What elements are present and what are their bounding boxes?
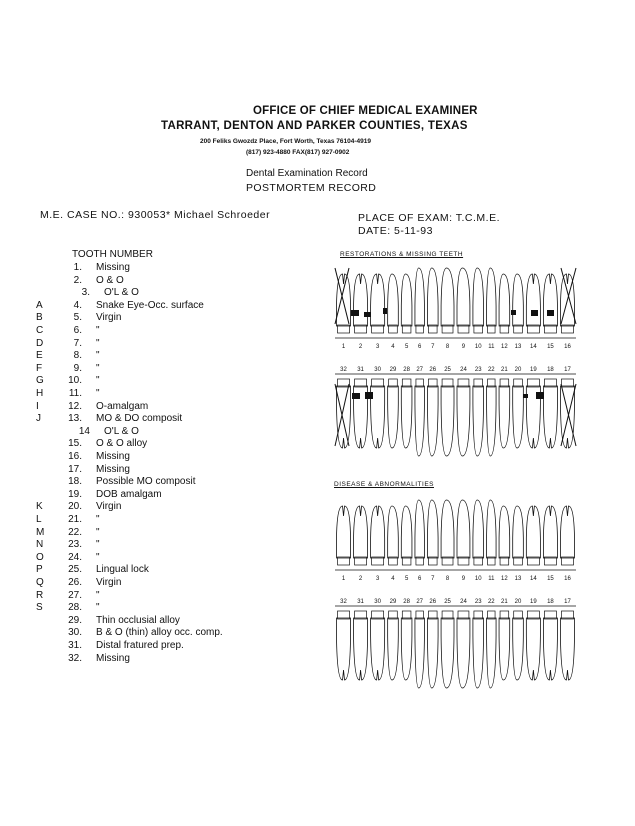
tooth-number: 19. <box>68 488 82 500</box>
lower-tooth-number: 28 <box>403 367 410 373</box>
lower-tooth-outline <box>457 386 470 456</box>
tooth-number: 5. <box>73 312 82 324</box>
upper-tooth-number: 15 <box>547 576 554 582</box>
lower-tooth-outline <box>354 618 368 680</box>
tooth-description: " <box>96 551 100 563</box>
upper-tooth-number: 5 <box>404 344 409 350</box>
upper-tooth-number: 6 <box>418 344 422 350</box>
tooth-letter: A <box>36 299 43 311</box>
lower-tooth-number: 32 <box>340 599 347 605</box>
tooth-letter: E <box>36 350 43 362</box>
upper-tooth-number: 3 <box>375 576 380 582</box>
upper-tooth-outline <box>499 506 510 558</box>
tooth-row <box>36 653 286 665</box>
lower-tooth-number: 27 <box>416 367 424 373</box>
tooth-letter: C <box>36 325 44 336</box>
upper-tooth-outline <box>457 500 470 558</box>
tooth-description: O & O <box>96 274 124 286</box>
disease-title: DISEASE & ABNORMALITIES <box>334 481 434 488</box>
lower-tooth-number: 25 <box>444 599 451 605</box>
upper-tooth-outline <box>513 506 524 558</box>
exam-date: DATE: 5-11-93 <box>358 225 433 237</box>
tooth-letter: K <box>36 501 43 513</box>
lower-tooth-number: 17 <box>564 367 571 373</box>
tooth-row <box>36 401 286 413</box>
tooth-number: 23. <box>68 539 82 551</box>
tooth-description: Missing <box>96 652 130 664</box>
tooth-number: 32. <box>68 652 82 664</box>
lower-tooth-number: 30 <box>374 367 381 373</box>
restorations-dental-chart <box>333 266 578 461</box>
tooth-number: 4. <box>73 299 82 311</box>
upper-tooth-outline <box>388 274 399 326</box>
lower-tooth-outline <box>513 386 524 448</box>
lower-tooth-number: 20 <box>514 599 522 605</box>
disease-dental-chart <box>333 498 578 693</box>
upper-tooth-number: 7 <box>431 344 435 350</box>
upper-tooth-outline <box>337 506 351 558</box>
tooth-row <box>36 627 286 639</box>
lower-tooth-number: 22 <box>487 367 495 373</box>
lower-tooth-outline <box>457 618 470 688</box>
lower-tooth-outline <box>499 618 510 680</box>
upper-tooth-outline <box>401 506 412 558</box>
lower-tooth-outline <box>415 386 425 456</box>
lower-tooth-number: 32 <box>340 367 347 373</box>
tooth-row <box>36 577 286 589</box>
lower-tooth-number: 19 <box>530 367 537 373</box>
upper-tooth-outline <box>415 268 425 326</box>
upper-tooth-number: 13 <box>514 576 522 582</box>
lower-tooth-number: 29 <box>389 367 397 373</box>
lower-tooth-outline <box>415 618 425 688</box>
lower-tooth-outline <box>337 618 351 680</box>
tooth-description: Virgin <box>96 312 122 324</box>
upper-tooth-number: 12 <box>501 576 508 582</box>
lower-tooth-number: 31 <box>357 599 364 605</box>
lower-tooth-outline <box>543 386 557 448</box>
tooth-letter: M <box>36 526 45 538</box>
tooth-number: 16. <box>68 451 82 462</box>
lower-tooth-outline <box>427 618 438 688</box>
tooth-row <box>36 527 286 539</box>
tooth-letter: S <box>36 602 43 614</box>
upper-tooth-outline <box>543 506 557 558</box>
tooth-description: O'L & O <box>104 425 139 437</box>
upper-tooth-number: 3 <box>375 344 380 350</box>
tooth-row <box>36 388 286 400</box>
upper-tooth-outline <box>427 268 438 326</box>
tooth-row <box>36 312 286 324</box>
upper-tooth-outline <box>543 274 557 326</box>
tooth-letter: P <box>36 564 43 576</box>
lower-tooth-outline <box>473 386 484 456</box>
lower-tooth-outline <box>543 618 557 680</box>
upper-tooth-outline <box>499 274 510 326</box>
lower-tooth-outline <box>337 386 351 448</box>
lower-tooth-number: 27 <box>416 599 424 605</box>
tooth-description: MO & DO composit <box>96 413 183 425</box>
office-address: 200 Feliks Gwozdz Place, Fort Worth, Texas 76104-4919 <box>200 138 371 145</box>
tooth-row <box>36 426 286 438</box>
upper-tooth-number: 8 <box>445 576 450 582</box>
tooth-description: " <box>96 388 100 399</box>
tooth-number: 18. <box>68 476 82 488</box>
upper-tooth-outline <box>487 268 497 326</box>
lower-tooth-number: 24 <box>460 599 467 605</box>
tooth-number: 1. <box>73 262 82 273</box>
tooth-description: O-amalgam <box>96 400 149 412</box>
tooth-number: 29. <box>68 614 82 626</box>
tooth-description: Missing <box>96 451 130 462</box>
tooth-number: 27. <box>68 589 82 601</box>
tooth-letter: O <box>36 551 44 563</box>
tooth-row <box>36 539 286 551</box>
lower-tooth-number: 28 <box>403 599 410 605</box>
upper-tooth-number: 11 <box>488 344 495 350</box>
tooth-description: " <box>96 602 100 614</box>
tooth-letter: I <box>36 400 39 412</box>
upper-tooth-number: 4 <box>391 344 395 350</box>
tooth-number: 21. <box>68 514 82 525</box>
counties-title: TARRANT, DENTON AND PARKER COUNTIES, TEXAS <box>161 120 468 132</box>
upper-tooth-number: 10 <box>474 344 482 350</box>
tooth-description: " <box>96 337 100 349</box>
tooth-row <box>36 363 286 375</box>
upper-tooth-number: 13 <box>514 344 522 350</box>
tooth-row <box>36 602 286 614</box>
tooth-description: Virgin <box>96 501 122 513</box>
upper-tooth-outline <box>560 506 574 558</box>
tooth-row <box>36 489 286 501</box>
tooth-list <box>36 262 286 682</box>
lower-tooth-number: 18 <box>547 367 554 373</box>
upper-tooth-outline <box>401 274 412 326</box>
upper-tooth-outline <box>457 268 470 326</box>
tooth-row <box>36 451 286 463</box>
tooth-letter: N <box>36 539 44 551</box>
tooth-number-heading: TOOTH NUMBER <box>72 249 153 260</box>
tooth-row <box>36 514 286 526</box>
tooth-letter: B <box>36 312 43 324</box>
tooth-number: 20. <box>68 501 82 513</box>
lower-tooth-number: 24 <box>460 367 467 373</box>
tooth-number: 7. <box>73 337 82 349</box>
upper-tooth-number: 14 <box>530 344 537 350</box>
tooth-number: 31. <box>68 640 82 651</box>
tooth-description: " <box>96 375 100 387</box>
tooth-number: 6. <box>73 325 82 336</box>
tooth-number: 10. <box>68 375 82 387</box>
lower-tooth-number: 26 <box>429 367 437 373</box>
lower-tooth-number: 23 <box>474 599 482 605</box>
tooth-letter: D <box>36 337 44 349</box>
office-phone: (817) 923-4880 FAX(817) 927-0902 <box>246 149 350 156</box>
tooth-description: Missing <box>96 262 130 273</box>
place-of-exam: PLACE OF EXAM: T.C.M.E. <box>358 212 501 224</box>
case-number: M.E. CASE NO.: 930053* Michael Schroeder <box>40 209 271 221</box>
tooth-number: 11. <box>68 388 82 399</box>
tooth-row <box>36 325 286 337</box>
lower-tooth-outline <box>513 618 524 680</box>
lower-tooth-outline <box>487 618 497 688</box>
tooth-letter: J <box>36 413 41 425</box>
tooth-number: 22. <box>68 526 82 538</box>
upper-tooth-number: 9 <box>461 344 466 350</box>
tooth-description: Lingual lock <box>96 564 149 576</box>
tooth-row <box>36 552 286 564</box>
tooth-letter: R <box>36 589 44 601</box>
upper-tooth-outline <box>473 500 484 558</box>
tooth-description: " <box>96 325 100 336</box>
upper-tooth-number: 11 <box>488 576 495 582</box>
upper-tooth-number: 14 <box>530 576 537 582</box>
tooth-description: Thin occlusial alloy <box>96 614 180 626</box>
tooth-row <box>36 590 286 602</box>
tooth-description: " <box>96 526 100 538</box>
upper-tooth-number: 2 <box>358 576 363 582</box>
record-type: Dental Examination Record <box>246 168 368 179</box>
tooth-description: " <box>96 362 100 374</box>
tooth-letter: F <box>36 362 43 374</box>
lower-tooth-number: 18 <box>547 599 554 605</box>
lower-tooth-outline <box>371 618 385 680</box>
tooth-number: 13. <box>68 413 82 425</box>
tooth-number: 28. <box>68 602 82 614</box>
tooth-row <box>36 464 286 476</box>
upper-tooth-outline <box>354 274 368 326</box>
upper-tooth-number: 15 <box>547 344 554 350</box>
tooth-description: " <box>96 539 100 551</box>
tooth-number: 12. <box>68 400 82 412</box>
tooth-number: 15. <box>68 438 82 450</box>
upper-tooth-outline <box>354 506 368 558</box>
lower-tooth-number: 19 <box>530 599 537 605</box>
lower-tooth-number: 26 <box>429 599 437 605</box>
lower-tooth-number: 22 <box>487 599 495 605</box>
tooth-row <box>36 476 286 488</box>
tooth-number: 9. <box>73 362 82 374</box>
tooth-description: " <box>96 589 100 601</box>
lower-tooth-outline <box>441 386 454 456</box>
lower-tooth-outline <box>499 386 510 448</box>
tooth-row <box>36 275 286 287</box>
office-title: OFFICE OF CHIEF MEDICAL EXAMINER <box>253 105 478 117</box>
tooth-number: 30. <box>68 627 82 639</box>
tooth-description: O'L & O <box>104 287 139 299</box>
tooth-letter: G <box>36 375 44 387</box>
upper-tooth-number: 9 <box>461 576 466 582</box>
tooth-row <box>36 615 286 627</box>
lower-tooth-number: 17 <box>564 599 571 605</box>
upper-tooth-number: 5 <box>404 576 409 582</box>
tooth-description: " <box>96 350 100 362</box>
lower-tooth-number: 21 <box>501 599 508 605</box>
upper-tooth-number: 1 <box>341 576 346 582</box>
upper-tooth-outline <box>526 506 540 558</box>
tooth-row <box>36 300 286 312</box>
tooth-number: 14 <box>78 425 90 437</box>
tooth-row <box>36 438 286 450</box>
lower-tooth-outline <box>473 618 484 688</box>
tooth-row <box>36 501 286 513</box>
upper-tooth-outline <box>487 500 497 558</box>
tooth-row <box>36 413 286 425</box>
lower-tooth-outline <box>526 618 540 680</box>
tooth-number: 25. <box>68 564 82 576</box>
lower-tooth-outline <box>441 618 454 688</box>
tooth-row <box>36 262 286 274</box>
upper-tooth-outline <box>371 506 385 558</box>
tooth-letter: H <box>36 388 44 399</box>
upper-tooth-number: 6 <box>418 576 422 582</box>
tooth-row <box>36 350 286 362</box>
lower-tooth-number: 25 <box>444 367 451 373</box>
tooth-description: Possible MO composit <box>96 476 196 488</box>
tooth-description: " <box>96 514 100 525</box>
upper-tooth-number: 8 <box>445 344 450 350</box>
tooth-description: Snake Eye-Occ. surface <box>96 299 204 311</box>
tooth-row <box>36 338 286 350</box>
lower-tooth-number: 31 <box>357 367 364 373</box>
tooth-number: 3. <box>81 287 90 299</box>
tooth-letter: Q <box>36 577 44 588</box>
upper-tooth-outline <box>513 274 524 326</box>
upper-tooth-outline <box>441 268 454 326</box>
tooth-letter: L <box>36 514 42 525</box>
upper-tooth-outline <box>371 274 385 326</box>
upper-tooth-number: 4 <box>391 576 395 582</box>
restorations-title: RESTORATIONS & MISSING TEETH <box>340 251 464 258</box>
tooth-number: 26. <box>68 577 82 588</box>
tooth-description: Missing <box>96 463 130 475</box>
upper-tooth-outline <box>388 506 399 558</box>
lower-tooth-outline <box>560 618 574 680</box>
upper-tooth-number: 1 <box>341 344 346 350</box>
upper-tooth-outline <box>441 500 454 558</box>
tooth-number: 17. <box>68 463 82 475</box>
upper-tooth-number: 7 <box>431 576 435 582</box>
lower-tooth-number: 21 <box>501 367 508 373</box>
lower-tooth-outline <box>401 386 412 448</box>
tooth-description: B & O (thin) alloy occ. comp. <box>96 627 223 639</box>
upper-tooth-outline <box>415 500 425 558</box>
upper-tooth-number: 16 <box>564 344 571 350</box>
tooth-number: 8. <box>73 350 82 362</box>
lower-tooth-outline <box>388 386 399 448</box>
lower-tooth-number: 29 <box>389 599 397 605</box>
tooth-row <box>36 564 286 576</box>
upper-tooth-outline <box>473 268 484 326</box>
upper-tooth-number: 16 <box>564 576 571 582</box>
upper-tooth-number: 12 <box>501 344 508 350</box>
tooth-row <box>36 375 286 387</box>
record-title: POSTMORTEM RECORD <box>246 182 377 194</box>
lower-tooth-number: 23 <box>474 367 482 373</box>
lower-tooth-outline <box>487 386 497 456</box>
tooth-row <box>36 287 286 299</box>
tooth-number: 2. <box>73 274 82 286</box>
lower-tooth-number: 30 <box>374 599 381 605</box>
tooth-description: O & O alloy <box>96 438 148 450</box>
lower-tooth-outline <box>427 386 438 456</box>
tooth-description: DOB amalgam <box>96 488 162 500</box>
lower-tooth-outline <box>401 618 412 680</box>
upper-tooth-number: 10 <box>474 576 482 582</box>
lower-tooth-number: 20 <box>514 367 522 373</box>
upper-tooth-outline <box>526 274 540 326</box>
tooth-description: Virgin <box>96 577 122 588</box>
tooth-description: Distal fratured prep. <box>96 640 184 651</box>
lower-tooth-outline <box>388 618 399 680</box>
tooth-number: 24. <box>68 551 82 563</box>
tooth-row <box>36 640 286 652</box>
upper-tooth-outline <box>427 500 438 558</box>
upper-tooth-number: 2 <box>358 344 363 350</box>
